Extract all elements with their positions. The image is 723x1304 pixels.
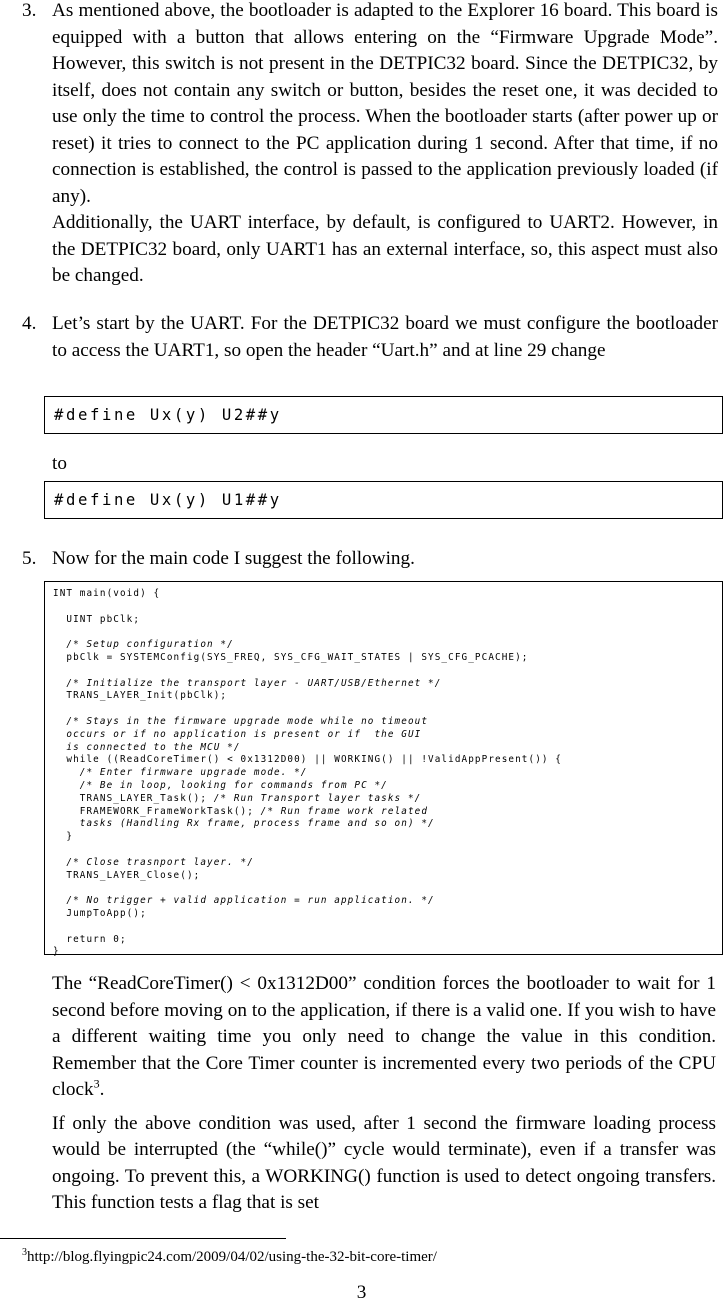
paragraph: Now for the main code I suggest the following. — [52, 548, 415, 569]
code-line: pbClk = SYSTEMConfig(SYS_FREQ, SYS_CFG_WAIT_STATES | SYS_CFG_PCACHE); — [53, 651, 529, 663]
code-line: /* Be in loop, looking for commands from PC */ — [53, 779, 388, 791]
code-line — [53, 665, 722, 678]
code-block-main — [44, 581, 723, 958]
code-line — [53, 921, 722, 934]
code-line: while ((ReadCoreTimer() < 0x1312D00) || WORKING() || !ValidAppPresent()) { — [53, 754, 562, 766]
connector-text: to — [52, 453, 67, 474]
code-line: /* Setup configuration */ — [53, 639, 234, 651]
code-line: TRANS_LAYER_Task(); /* Run Transport layer tasks */ — [53, 792, 422, 804]
code-line — [53, 601, 722, 614]
code-line: TRANS_LAYER_Close(); — [53, 869, 201, 881]
list-number: 3. — [22, 0, 37, 21]
footnote: $^3$http://blog.flyingpic24.com/2009/04/02/using-the-32-bit-core-timer/ — [22, 1247, 437, 1265]
code-line: JumpToApp(); — [53, 907, 147, 919]
code-line: } — [53, 831, 74, 843]
code-line: } — [53, 946, 60, 958]
code-line — [53, 844, 722, 857]
page-number: 3 — [356, 1282, 367, 1303]
paragraph: If only the above condition was used, after 1 second the firmware loading process would be interrupted (the “while()” cycle would terminate), even if a transfer was ongoing. To prevent this, a WORKING() function is used to detect ongoing transfers. This function tests a flag that is set — [52, 1112, 716, 1213]
code-line — [53, 703, 722, 716]
code-line: INT main(void) { — [53, 588, 161, 599]
explanation — [52, 971, 716, 1217]
footnote-url: http://blog.flyingpic24.com/2009/04/02/using-the-32-bit-core-timer/ — [27, 1249, 437, 1265]
list-number: 5. — [22, 548, 37, 569]
footnote-mark: 3 — [93, 1076, 100, 1091]
code-line — [53, 882, 722, 895]
code-line: /* Enter firmware upgrade mode. */ — [53, 767, 308, 779]
code-line: /* Initialize the transport layer - UART/USB/Ethernet */ — [53, 677, 442, 689]
code-line: is connected to the MCU */ — [53, 741, 241, 753]
code-block-after: #define Ux(y) U1##y — [44, 481, 723, 519]
list-number: 4. — [22, 313, 37, 334]
footnote-rule — [0, 1238, 286, 1239]
code-line: /* Close trasnport layer. */ — [53, 856, 254, 868]
paragraph: Let’s start by the UART. For the DETPIC32 board we must configure the bootloader to access the UART1, so open the header “Uart.h” and at line 29 change — [52, 313, 718, 361]
code-line: TRANS_LAYER_Init(pbClk); — [53, 690, 228, 702]
paragraph: As mentioned above, the bootloader is adapted to the Explorer 16 board. This board is equipped with a button that allows entering on the “Firmware Upgrade Mode”. However, this switch is not present in the DETPIC32 board. Since the DETPIC32, by itself, does not contain any switch or button, besides the reset one, it was decided to use only the time to control the process. When the bootloader starts (after power up or reset) it tries to connect to the PC application during 1 second. After that time, if no connection is established, the control is passed to the application previously loaded (if any). — [52, 0, 718, 207]
code-block-before: #define Ux(y) U2##y — [44, 396, 723, 434]
list-item-4 — [22, 311, 720, 364]
code-line: occurs or if no application is present or if the GUI — [53, 728, 422, 740]
code-line: /* No trigger + valid application = run application. */ — [53, 895, 435, 907]
paragraph: Additionally, the UART interface, by default, is configured to UART2. However, in the DETPIC32 board, only UART1 has an external interface, so, this aspect must also be changed. — [52, 212, 718, 286]
list-item-5 — [22, 546, 720, 573]
code-line — [53, 626, 722, 639]
paragraph: The “ReadCoreTimer() < 0x1312D00” condition forces the bootloader to wait for 1 second before moving on to the application, if there is a valid one. If you wish to have a different waiting time you only need to change the value in this condition. Remember that the Core Timer counter is incremented every two periods of the CPU clock$^3$. — [52, 973, 716, 1100]
code-line: FRAMEWORK_FrameWorkTask(); /* Run frame work related — [53, 805, 429, 817]
code-line: UINT pbClk; — [53, 613, 141, 625]
code-line: /* Stays in the firmware upgrade mode while no timeout — [53, 715, 429, 727]
list-item-3 — [22, 0, 720, 290]
code-line: tasks (Handling Rx frame, process frame and so on) */ — [53, 818, 435, 830]
code-line: return 0; — [53, 933, 127, 945]
